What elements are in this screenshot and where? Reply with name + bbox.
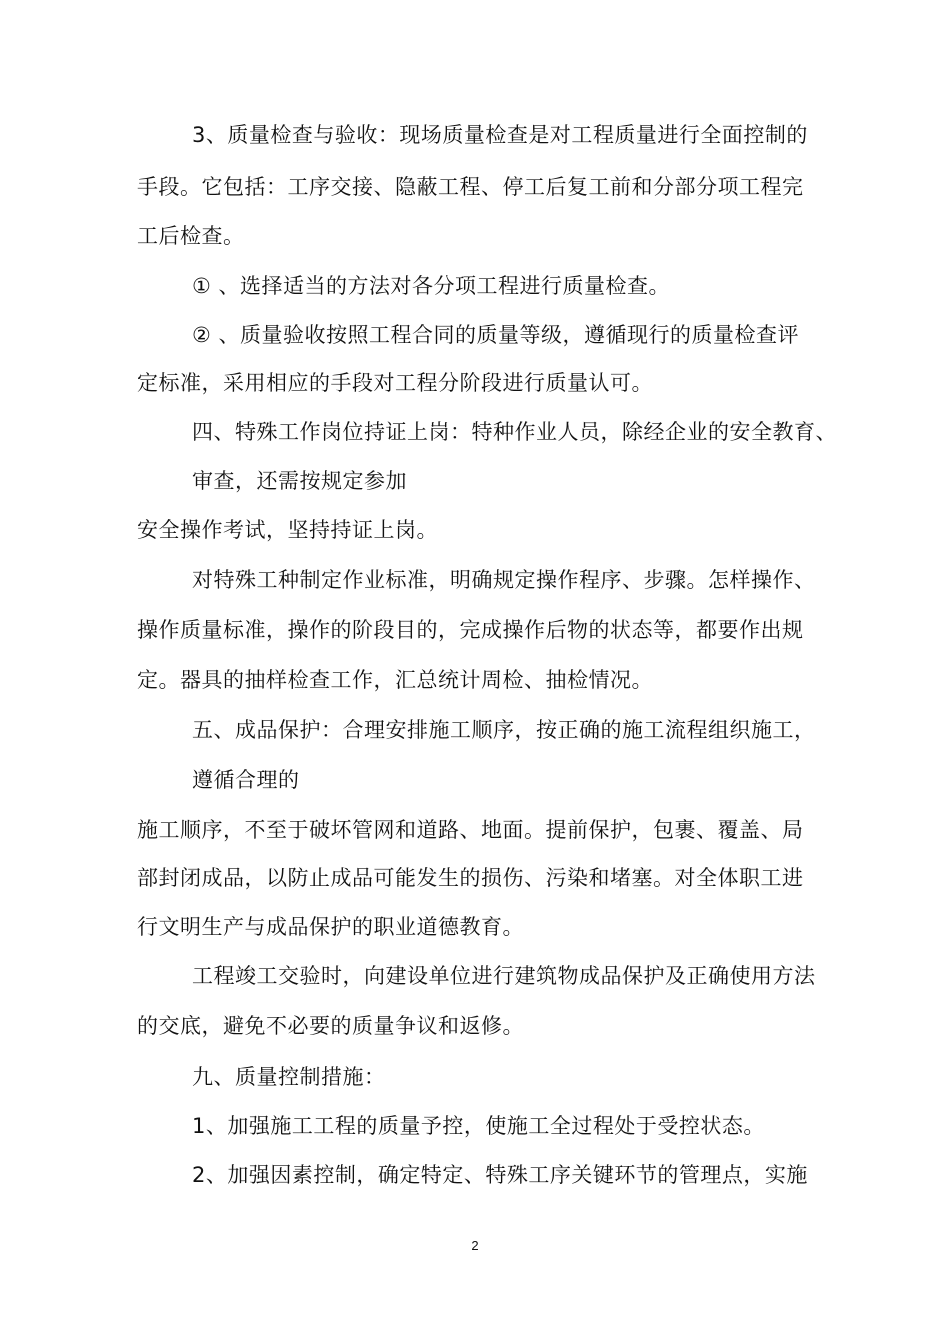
text-line: 工后检查。 [137,224,245,248]
text-line: 3、质量检查与验收：现场质量检查是对工程质量进行全面控制的 [192,123,808,147]
text-line: 操作质量标准，操作的阶段目的，完成操作后物的状态等，都要作出规 [137,618,804,642]
page-number: 2 [471,1238,479,1253]
text-line: ② 、质量验收按照工程合同的质量等级，遵循现行的质量检查评 [192,323,799,347]
text-line: 四、特殊工作岗位持证上岗：特种作业人员，除经企业的安全教育、 [192,420,837,444]
text-line: ① 、选择适当的方法对各分项工程进行质量检查。 [192,274,670,298]
text-line: 行文明生产与成品保护的职业道德教育。 [137,915,524,939]
text-line: 2、加强因素控制，确定特定、特殊工序关键环节的管理点，实施 [192,1163,808,1187]
text-line: 九、质量控制措施： [192,1065,386,1089]
text-line: 遵循合理的 [192,768,300,792]
text-line: 定标准，采用相应的手段对工程分阶段进行质量认可。 [137,371,653,395]
text-line: 对特殊工种制定作业标准，明确规定操作程序、步骤。怎样操作、 [192,568,816,592]
text-line: 五、成品保护：合理安排施工顺序，按正确的施工流程组织施工， [192,718,816,742]
text-line: 安全操作考试，坚持持证上岗。 [137,518,438,542]
text-line: 手段。它包括：工序交接、隐蔽工程、停工后复工前和分部分项工程完 [137,175,804,199]
text-line: 施工顺序，不至于破坏管网和道路、地面。提前保护，包裹、覆盖、局 [137,818,804,842]
text-line: 的交底，避免不必要的质量争议和返修。 [137,1014,524,1038]
text-line: 工程竣工交验时，向建设单位进行建筑物成品保护及正确使用方法 [192,964,816,988]
text-line: 定。器具的抽样检查工作，汇总统计周检、抽检情况。 [137,668,653,692]
text-line: 部封闭成品，以防止成品可能发生的损伤、污染和堵塞。对全体职工进 [137,866,804,890]
text-line: 1、加强施工工程的质量予控，使施工全过程处于受控状态。 [192,1114,765,1138]
text-line: 审查，还需按规定参加 [192,469,407,493]
